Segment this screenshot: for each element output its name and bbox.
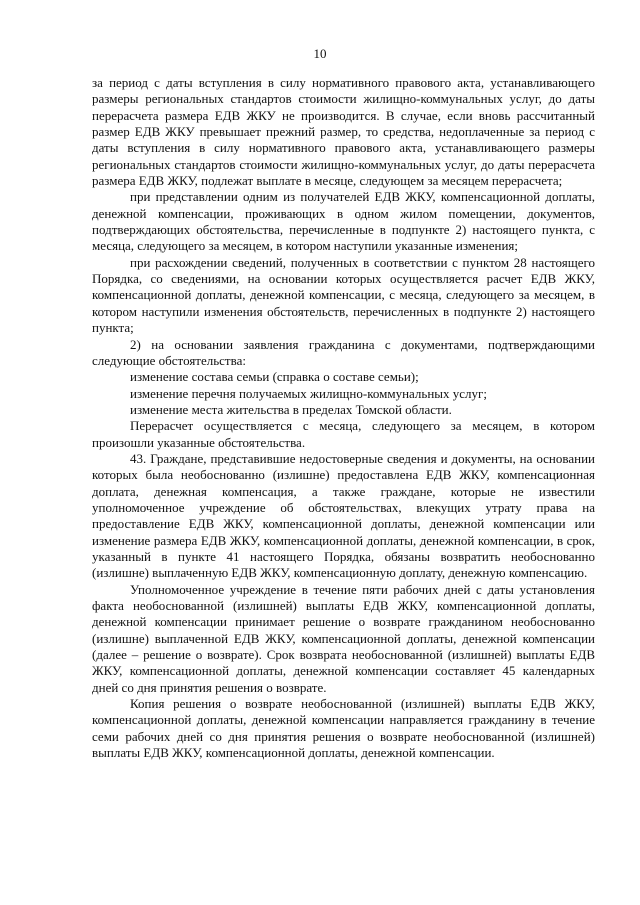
paragraph-decision-copy: Копия решения о возврате необоснованной (излишней) выплаты ЕДВ ЖКУ, компенсационной доплаты, денежной компенсации направляется гражданину в течение семи рабочих дней со дня принятия решения о возврате необоснованной (излишней) выплаты ЕДВ ЖКУ, компенсационной доплаты, денежной компенсации. (92, 696, 595, 761)
list-item-services-change: изменение перечня получаемых жилищно-коммунальных услуг; (130, 385, 487, 401)
paragraph-subpoint-2: 2) на основании заявления гражданина с документами, подтверждающими следующие обстоятельства: (92, 336, 595, 368)
list-item-family-change: изменение состава семьи (справка о составе семьи); (130, 369, 419, 385)
paragraph-authorized-institution: Уполномоченное учреждение в течение пяти рабочих дней с даты установления факта необоснованной (излишней) выплаты ЕДВ ЖКУ, компенсационной доплаты, денежной компенсации принимает решение о возврате гражданином необоснованно (излишне) выплаченной ЕДВ ЖКУ, компенсационной доплаты, денежной компенсации (далее – решение о возврате). Срок возврата необоснованной (излишней) выплаты ЕДВ ЖКУ, компенсационной доплаты, денежной компенсации составляет 45 календарных дней со дня принятия решения о возврате. (92, 581, 595, 695)
paragraph-discrepancy: при расхождении сведений, полученных в соответствии с пунктом 28 настоящего Порядка, со сведениями, на основании которых осуществляется расчет ЕДВ ЖКУ, компенсационной доплаты, денежной компенсации, с месяца, следующего за месяцем, в котором наступили изменения обстоятельств, перечисленных в подпункте 2) настоящего пункта; (92, 254, 595, 336)
list-item-residence-change: изменение места жительства в пределах Томской области. (130, 401, 452, 417)
document-body (92, 75, 595, 761)
paragraph-representation: при представлении одним из получателей ЕДВ ЖКУ, компенсационной доплаты, денежной компенсации, проживающих в одном жилом помещении, документов, подтверждающих обстоятельства, перечисленные в подпункте 2) настоящего пункта, с месяца, следующего за месяцем, в котором наступили указанные изменения; (92, 189, 595, 254)
page-number: 10 (313, 46, 327, 61)
paragraph-clause-43: 43. Граждане, представившие недостоверные сведения и документы, на основании которых была необоснованно (излишне) предоставлена ЕДВ ЖКУ, компенсационная доплата, денежная компенсация, а также граждане, которые не известили уполномоченное учреждение об обстоятельствах, влекущих утрату права на предоставление ЕДВ ЖКУ, компенсационной доплаты, денежной компенсации или изменение размера ЕДВ ЖКУ, компенсационной доплаты, денежной компенсации, в срок, указанный в пункте 41 настоящего Порядка, обязаны возвратить необоснованно (излишне) выплаченную ЕДВ ЖКУ, компенсационную доплату, денежную компенсацию. (92, 450, 595, 581)
paragraph-continuation: за период с даты вступления в силу нормативного правового акта, устанавливающего размеры региональных стандартов стоимости жилищно-коммунальных услуг, до даты перерасчета размера ЕДВ ЖКУ не производится. В случае, если вновь рассчитанный размер ЕДВ ЖКУ превышает прежний размер, то средства, недоплаченные за период с даты вступления в силу нормативного правового акта, устанавливающего размеры региональных стандартов стоимости жилищно-коммунальных услуг, до даты перерасчета размера ЕДВ ЖКУ, подлежат выплате в месяце, следующем за месяцем перерасчета; (92, 75, 595, 189)
paragraph-recalculation: Перерасчет осуществляется с месяца, следующего за месяцем, в котором произошли указанные обстоятельства. (92, 418, 595, 450)
